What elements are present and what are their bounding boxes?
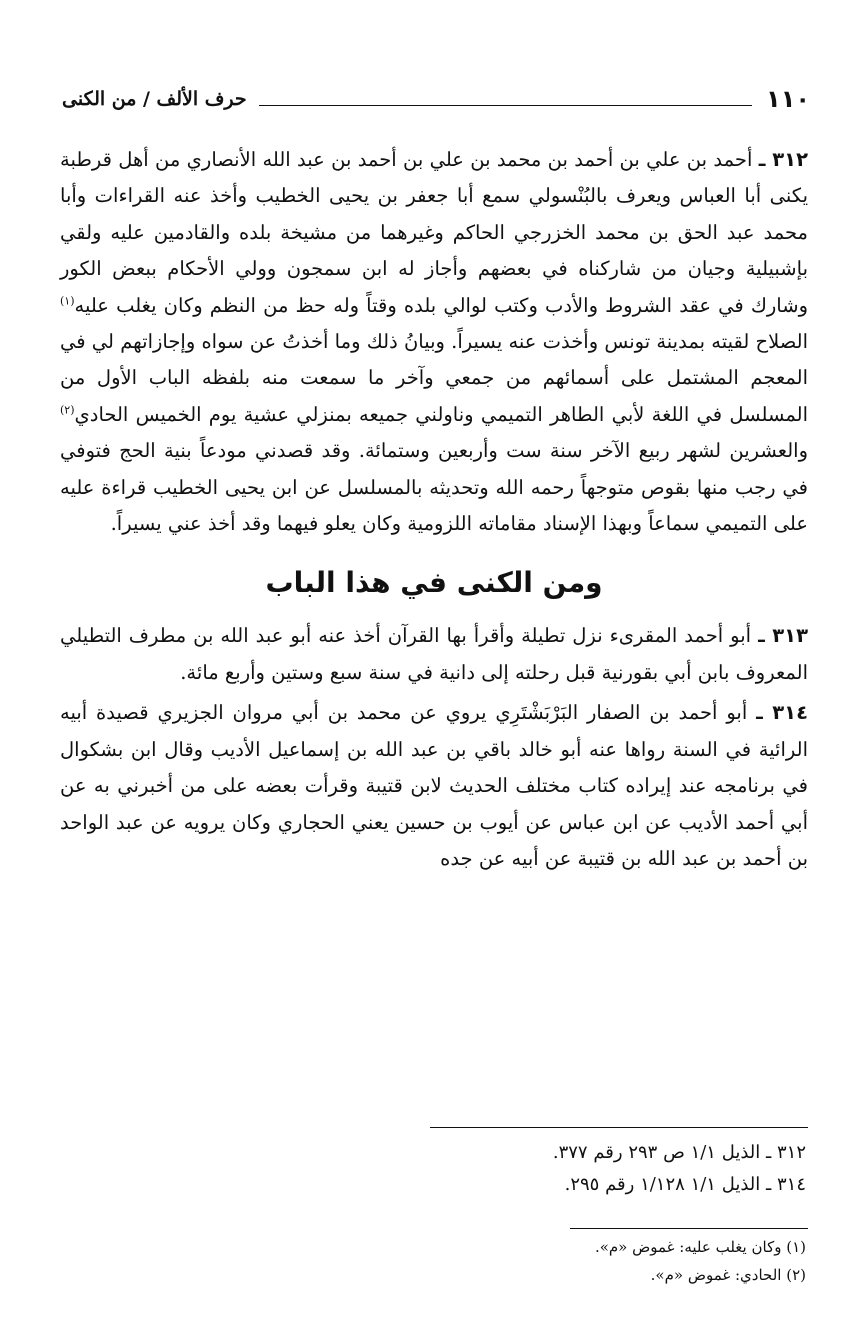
footnotes-block: [60, 1233, 806, 1289]
entry-text: أبو أحمد بن الصفار البَرْبَشْتَرِي يروي عن محمد بن أبي مروان الجزيري قصيدة أبيه الرائية في السنة رواها عنه أبو خالد باقي بن عبد الله بن إسماعيل الأديب وقال ابن بشكوال في برنامجه عند إيراده كتاب مختلف الحديث لابن قتيبة وقرأت بعضه على من أخبرني به عن أبي أحمد الأديب عن ابن عباس عن أيوب بن حسين يعني الحجاري وكان يرويه عن عبد الواحد بن أحمد بن عبد الله بن قتيبة عن أبيه عن جده: [60, 701, 808, 870]
footnote-marker: (٢): [60, 403, 75, 417]
entry-text: الصلاح لقيته بمدينة تونس وأخذت عنه يسيراً. وبيانُ ذلك وما أخذتُ عن سواه وإجازاتهم لي في المعجم المشتمل على أسمائهم من جمعي وآخر ما سمعت منه بلفظه الباب الأول من المسلسل في اللغة لأبي الطاهر التميمي وناولني جميعه بمنزلي عشية يوم الخميس الحادي: [60, 330, 808, 426]
footnote: (٢) الحادي: غموض «م».: [650, 1266, 806, 1284]
header-title: حرف الألف / من الكنى: [62, 88, 247, 110]
running-header: [62, 82, 810, 116]
sources-divider: [430, 1127, 808, 1128]
footnote: (١) وكان يغلب عليه: غموض «م».: [594, 1238, 806, 1256]
source-line: ٣١٢ ـ الذيل ١/١ ص ٢٩٣ رقم ٣٧٧.: [552, 1142, 806, 1163]
section-heading: ومن الكنى في هذا الباب: [265, 566, 603, 600]
entry-313: [60, 618, 808, 691]
entry-312: [60, 142, 808, 542]
page-number: ١١٠: [766, 85, 810, 113]
header-rule: [259, 105, 752, 106]
footnote-marker: (١): [60, 294, 75, 308]
entry-text: والعشرين لشهر ربيع الآخر سنة ست وأربعين وستمائة. وقد قصدني مودعاً بنية الحج فتوفي في رجب منها بقوص متوجهاً رحمه الله وتحديثه بالمسلسل عن ابن يحيى الخطيب قراءة عليه على التميمي سماعاً وبهذا الإسناد مقاماته اللزومية وكان يعلو فيهما وقد أخذ عني يسيراً.: [60, 439, 808, 536]
entry-text: أحمد بن علي بن أحمد بن محمد بن علي بن أحمد بن عبد الله الأنصاري من أهل قرطبة يكنى أبا العباس ويعرف بالبُنْسولي سمع أبا جعفر بن يحيى الخطيب وأخذ عنه القراءات وأبا محمد عبد الحق بن محمد الخزرجي الحاكم وغيرهما من مشيخة بلده والقادمين عليه ولقي بإشبيلية وجيان من شاركناه في بعضهم وأجاز له ابن سمجون وولي الأحكام ببعض الكور وشارك في عقد الشروط والأدب وكتب لوالي بلده وقتاً وله حظ من النظم وكان يغلب عليه: [60, 148, 808, 317]
entry-number: ٣١٣ ـ: [758, 624, 808, 648]
source-line: ٣١٤ ـ الذيل ١/١ ١/١٢٨ رقم ٢٩٥.: [564, 1174, 806, 1195]
footnotes-divider: [570, 1228, 808, 1229]
entry-number: ٣١٤ ـ: [756, 701, 808, 725]
entry-text: أبو أحمد المقرىء نزل تطيلة وأقرأ بها القرآن أخذ عنه أبو عبد الله بن مطرف التطيلي المعروف بابن أبي بقورنية قبل رحلته إلى دانية في سنة سبع وستين وأربع مائة.: [60, 624, 808, 684]
main-text: [60, 142, 808, 877]
entry-number: ٣١٢ ـ: [758, 148, 808, 171]
entry-314: [60, 695, 808, 877]
sources-block: [60, 1137, 806, 1201]
